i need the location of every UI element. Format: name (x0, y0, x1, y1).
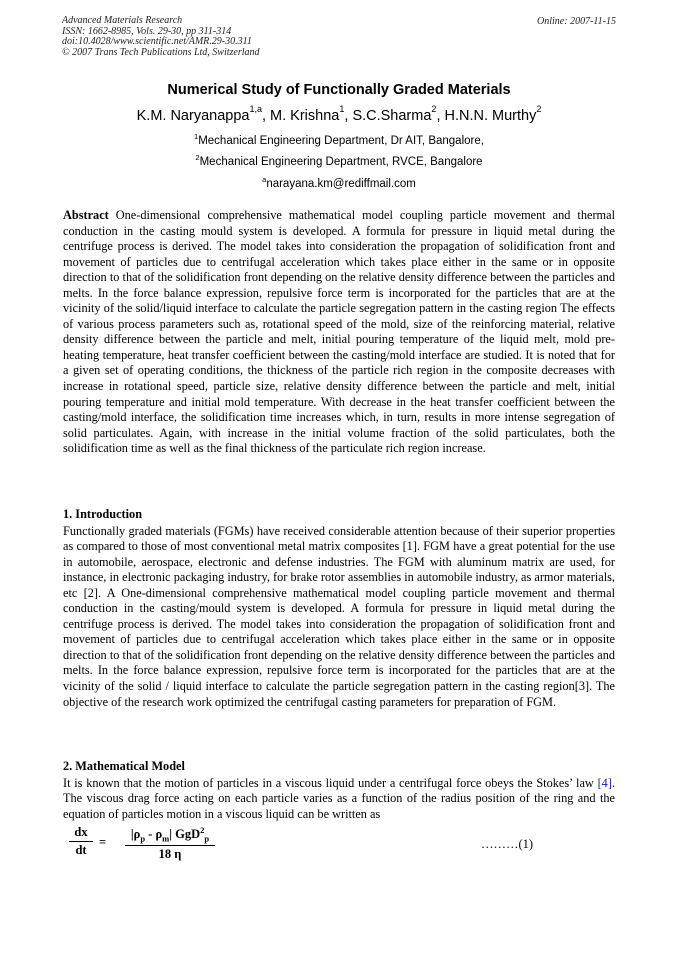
author-name: H.N.N. Murthy (444, 108, 537, 124)
author-name: M. Krishna (270, 108, 340, 124)
introduction-heading: 1. Introduction (63, 507, 143, 521)
paper-title: Numerical Study of Functionally Graded Materials (167, 82, 511, 98)
abstract-section (63, 208, 615, 457)
author-sup: 1 (339, 104, 345, 114)
equation-number: ………(1) (481, 837, 534, 851)
author-line: K.M. Naryanappa$^{1,a}$, M. Krishna$^1$, S.C.Sharma$^2$, H.N.N. Murthy$^2$ (136, 104, 542, 124)
online-date: Online: 2007-11-15 (537, 16, 616, 27)
journal-header (62, 16, 260, 58)
math-model-section (63, 759, 615, 822)
affiliation-1: $^1$Mechanical Engineering Department, Dr AIT, Bangalore, (194, 132, 484, 147)
equals-sign: = (99, 835, 107, 849)
rhs-numerator: $|\rho_p - \rho_m|$ GgD$^2_p$ (125, 825, 215, 846)
author-email: $^a$narayana.km@rediffmail.com (262, 175, 416, 190)
equation-rhs (125, 825, 215, 862)
lhs-denominator: dt (75, 843, 87, 857)
author-name: K.M. Naryanappa (136, 108, 250, 124)
introduction-section (63, 507, 615, 710)
issn-line: ISSN: 1662-8985, Vols. 29-30, pp 311-314 (62, 25, 232, 37)
copyright-line: © 2007 Trans Tech Publications Ltd, Switzerland (62, 46, 260, 58)
author-sup: 2 (536, 104, 542, 114)
introduction-text: Functionally graded materials (FGMs) have received considerable attention because of their superior properties as compared to those of most conventional metal matrix composites [1]. FGM have a great potential for the use in automobile, aerospace, electronic and defense industries. The FGM with aluminum matrix are used, for instance, in electronic packaging industry, for brake rotor assemblies in automobile industry, as armor materials, etc [2]. A One-dimensional comprehensive mathematical model coupling particle movement and thermal conduction in the casting/mould system is developed. A formula for pressure in liquid metal during the centrifuge process is derived. The model takes into consideration the propagation of solidification front and movement of particles due to centrifugal acceleration which takes place either in the same or in opposite direction to that of the solidification front depending on the relative density difference between the particles and melts. In the force balance expression, repulsive force term is incorporated for the particles that are at the vicinity of the solid / liquid interface to calculate the particle segregation pattern in the casting region[3]. The objective of the research work optimized the centrifugal casting parameters for preparation of FGM. (63, 523, 615, 709)
affiliation-2: $^2$Mechanical Engineering Department, RVCE, Bangalore (195, 153, 483, 168)
rhs-denominator: 18 η (158, 846, 182, 861)
journal-name: Advanced Materials Research (62, 15, 183, 26)
equation-lhs (69, 825, 93, 858)
email-link[interactable]: narayana.km@rediffmail.com (266, 178, 416, 190)
lhs-numerator: dx (69, 825, 93, 842)
abstract-text: One-dimensional comprehensive mathematical model coupling particle movement and thermal conduction in the casting mould system is developed. A formula for pressure in liquid metal during the centrifuge process is derived. The model takes into consideration the propagation of solidification front and movement of particles due to centrifugal acceleration which takes place either in the same or in opposite direction to that of the solidification front depending on the relative density difference between the particles and melts. In the force balance expression, repulsive force term is incorporated for the particles that are at the vicinity of the solid/liquid interface to calculate the particle segregation pattern in the casting region The effects of various process parameters such as, rotational speed of the mold, size of the reinforcing material, relative density difference between the particle and melt, initial pouring temperature of the liquid melt, mold pre-heating temperature, heat transfer coefficient between the casting/mold interface are studied. It is noted that for a given set of operating conditions, the thickness of the particle rich region in the composite decreases with increase in rotational speed, particle size, relative density difference between the particle and melt, initial pouring temperature and initial mold temperature. With decrease in the heat transfer coefficient between the casting/mold interface, the solidification time increases which, in turn, results in more intense segregation of solid particulates. Again, with increase in the initial volume fraction of the solid particulates, both the solidification time as well as the final thickness of the particulate rich region increase. (63, 208, 615, 456)
doi-line: doi:10.4028/www.scientific.net/AMR.29-30.311 (62, 36, 252, 48)
author-sup: 1,a (249, 104, 262, 114)
author-name: S.C.Sharma (352, 108, 432, 124)
abstract-label: Abstract (63, 208, 109, 222)
equation-1 (63, 825, 615, 865)
reference-link[interactable]: [4] (597, 775, 612, 790)
math-model-text: It is known that the motion of particles in a viscous liquid under a centrifugal force obeys the Stokes’ law [4]. The viscous drag force acting on each particle varies as a function of the radius position of the ring and the equation of particles motion in a viscous liquid can be written as (63, 775, 615, 821)
math-model-heading: 2. Mathematical Model (63, 759, 185, 773)
author-sup: 2 (431, 104, 437, 114)
